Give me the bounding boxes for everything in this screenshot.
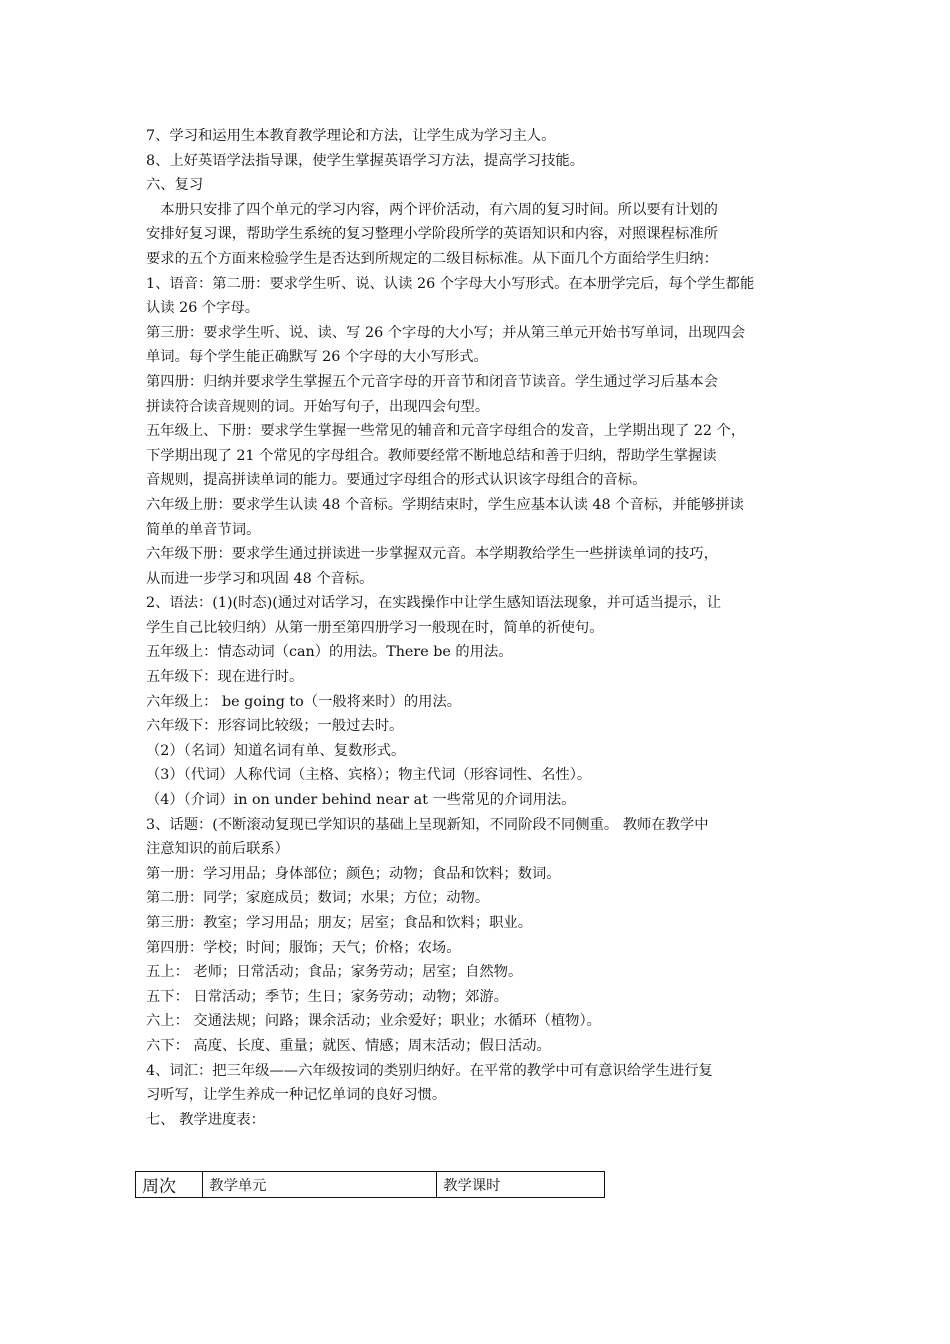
schedule-table	[135, 1171, 605, 1198]
text-line: 第四册：归纳并要求学生掌握五个元音字母的开音节和闭音节读音。学生通过学习后基本会	[146, 373, 718, 390]
table-header-row	[136, 1172, 605, 1198]
text-line: 本册只安排了四个单元的学习内容，两个评价活动，有六周的复习时间。所以要有计划的	[146, 201, 718, 218]
text-line: 单词。每个学生能正确默写 26 个字母的大小写形式。	[146, 349, 488, 366]
text-line: 简单的单音节词。	[146, 521, 261, 538]
text-line: 五上： 老师；日常活动；食品；家务劳动；居室；自然物。	[146, 964, 523, 981]
text-line: 习听写，让学生养成一种记忆单词的良好习惯。	[146, 1087, 447, 1104]
text-line: 五年级上：情态动词（can）的用法。There be 的用法。	[146, 644, 513, 661]
text-line: 六、复习	[146, 177, 204, 194]
text-line: 4、词汇：把三年级——六年级按词的类别归纳好。在平常的教学中可有意识给学生进行复	[146, 1062, 713, 1079]
text-line: 五下： 日常活动；季节；生日；家务劳动；动物；郊游。	[146, 988, 508, 1005]
text-line: 第四册：学校；时间；服饰；天气；价格；农场。	[146, 939, 461, 956]
text-line: 7、学习和运用生本教育教学理论和方法，让学生成为学习主人。	[146, 128, 556, 144]
text-line: （3）（代词）人称代词（主格、宾格）；物主代词（形容词性、名性）。	[146, 767, 592, 784]
text-line: 六下： 高度、长度、重量；就医、情感；周末活动；假日活动。	[146, 1037, 551, 1054]
text-line: 七、 教学进度表：	[146, 1111, 265, 1128]
text-line: 五年级下：现在进行时。	[146, 669, 304, 686]
header-unit: 教学单元	[203, 1172, 437, 1198]
text-line: 要求的五个方面来检验学生是否达到所规定的二级目标标准。从下面几个方面给学生归纳：	[146, 250, 718, 267]
text-line: 8、上好英语学法指导课，使学生掌握英语学习方法，提高学习技能。	[146, 152, 584, 169]
text-line: 六年级下册：要求学生通过拼读进一步掌握双元音。本学期教给学生一些拼读单词的技巧，	[146, 546, 718, 563]
text-line: 学生自己比较归纳）从第一册至第四册学习一般现在时，简单的祈使句。	[146, 619, 604, 636]
text-line: 第二册：同学；家庭成员；数词；水果；方位；动物。	[146, 890, 490, 907]
text-line: 2、语法：(1)(时态)(通过对话学习，在实践操作中让学生感知语法现象，并可适当提示，让	[146, 595, 722, 612]
text-line: 第三册：教室；学习用品；朋友；居室；食品和饮料；职业。	[146, 915, 533, 931]
text-line: 注意知识的前后联系）	[146, 841, 289, 858]
text-line: 五年级上、下册：要求学生掌握一些常见的辅音和元音字母组合的发音，上学期出现了 22 个，	[146, 423, 746, 440]
header-hours: 教学课时	[437, 1172, 605, 1198]
text-line: 音规则，提高拼读单词的能力。要通过字母组合的形式认识该字母组合的音标。	[146, 472, 647, 489]
text-line: 六年级上册：要求学生认读 48 个音标。学期结束时，学生应基本认读 48 个音标，并能够拼读	[146, 496, 744, 513]
text-line: 认读 26 个字母。	[146, 300, 260, 317]
text-line: 3、话题：(不断滚动复现已学知识的基础上呈现新知，不同阶段不同侧重。 教师在教学中	[146, 816, 709, 833]
text-line: 下学期出现了 21 个常见的字母组合。教师要经常不断地总结和善于归纳，帮助学生掌握读	[146, 447, 717, 464]
text-line: 第三册：要求学生听、说、读、写 26 个字母的大小写；并从第三单元开始书写单词，出现四会	[146, 324, 746, 341]
text-line: （2）（名词）知道名词有单、复数形式。	[146, 742, 406, 759]
header-week: 周次	[136, 1172, 203, 1198]
text-line: （4）（介词）in on under behind near at 一些常见的介词用法。	[146, 792, 576, 809]
text-line: 从而进一步学习和巩固 48 个音标。	[146, 570, 374, 587]
body-text	[146, 124, 814, 1132]
text-line: 六年级下：形容词比较级；一般过去时。	[146, 718, 404, 735]
text-line: 安排好复习课，帮助学生系统的复习整理小学阶段所学的英语知识和内容，对照课程标准所	[146, 226, 718, 243]
text-line: 六上： 交通法规；问路；课余活动；业余爱好；职业；水循环（植物）。	[146, 1013, 601, 1030]
text-line: 第一册：学习用品；身体部位；颜色；动物；食品和饮料；数词。	[146, 865, 561, 882]
text-line: 六年级上： be going to（一般将来时）的用法。	[146, 693, 462, 710]
text-line: 1、语音：第二册：要求学生听、说、认读 26 个字母大小写形式。在本册学完后，每个学生都能	[146, 275, 755, 292]
text-line: 拼读符合读音规则的词。开始写句子，出现四会句型。	[146, 398, 490, 415]
